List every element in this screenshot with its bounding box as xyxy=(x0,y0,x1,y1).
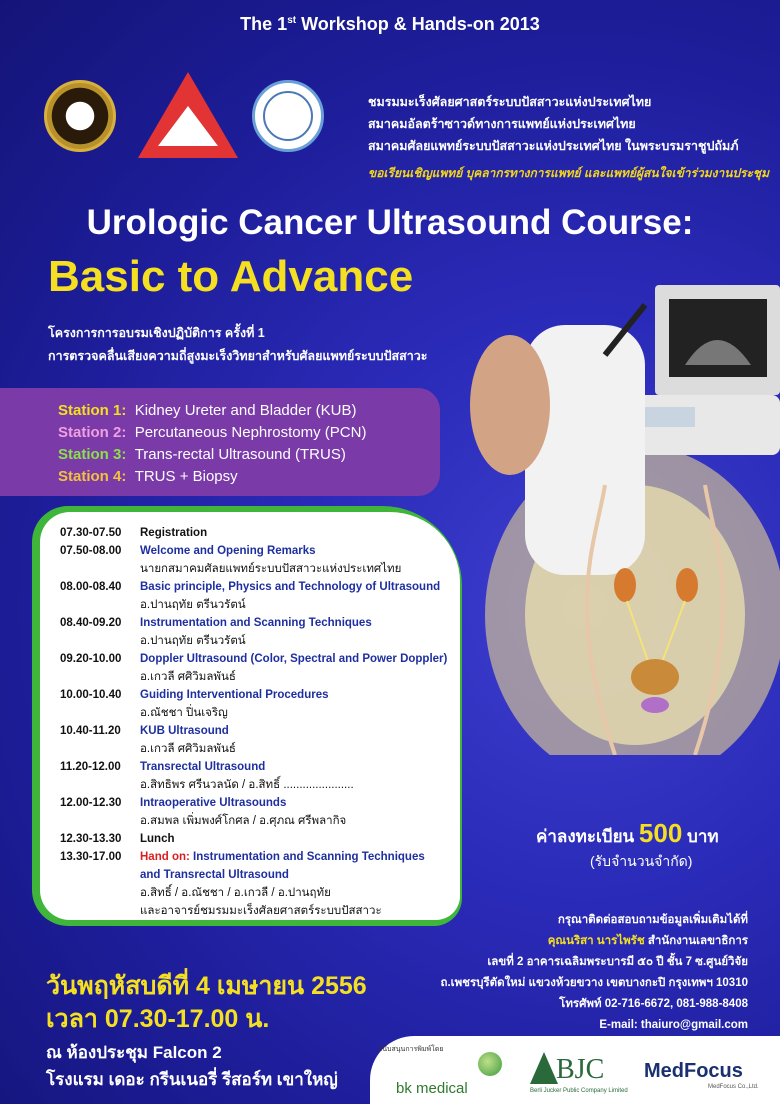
course-title: Urologic Cancer Ultrasound Course: xyxy=(86,203,694,242)
medfocus-logo: MedFocus xyxy=(644,1060,743,1082)
station-text: TRUS + Biopsy xyxy=(134,468,238,485)
schedule-speaker: อ.ณัชชา ปิ่นเจริญ xyxy=(140,707,228,719)
schedule-time: 10.00-10.40 xyxy=(60,689,122,701)
fee-amount: 500 xyxy=(638,818,683,848)
organizer-1: ชมรมมะเร็งศัลยศาสตร์ระบบปัสสาวะแห่งประเทศไทย xyxy=(368,95,652,109)
station-4 xyxy=(58,466,440,488)
station-text: Trans-rectal Ultrasound (TRUS) xyxy=(134,446,346,463)
thai-course-subtitle: โครงการการอบรมเชิงปฏิบัติการ ครั้งที่ 1 การตรวจคลื่นเสียงความถี่สูงมะเร็งวิทยาสำหรับศัลยแพทย์ระบบปัสสาวะ xyxy=(48,326,428,363)
stations-panel xyxy=(0,388,440,496)
station-label: Station 1: xyxy=(58,402,127,419)
schedule-speaker: อ.สมพล เพิ่มพงศ์โกศล / อ.ศุภณ ศรีพลากิจ xyxy=(140,815,347,827)
station-label: Station 2: xyxy=(58,424,127,441)
bjc-tree-icon xyxy=(530,1052,558,1084)
course-subtitle: Basic to Advance xyxy=(48,252,414,301)
schedule-topic: Hand on: Instrumentation and Scanning Techniques xyxy=(140,851,425,863)
schedule-row xyxy=(60,578,460,596)
bjc-subtitle: Berli Jucker Public Company Limited xyxy=(530,1088,628,1094)
station-1 xyxy=(58,400,440,422)
sponsor-label: สนับสนุนการพิมพ์โดย xyxy=(378,1046,444,1053)
schedule-speaker: อ.ปานฤทัย ตรีนวรัตน์ xyxy=(140,599,246,611)
schedule-time: 12.00-12.30 xyxy=(60,797,122,809)
urological-society-logo xyxy=(252,80,324,152)
station-3 xyxy=(58,444,440,466)
schedule-time: 08.00-08.40 xyxy=(60,581,122,593)
schedule-topic: Guiding Interventional Procedures xyxy=(140,689,329,701)
sponsor-bar xyxy=(370,1036,780,1104)
organizer-2: สมาคมอัลตร้าซาวด์ทางการแพทย์แห่งประเทศไทย xyxy=(368,117,636,131)
schedule-topic: Welcome and Opening Remarks xyxy=(140,545,316,557)
schedule-topic: Transrectal Ultrasound xyxy=(140,761,266,773)
schedule-time: 11.20-12.00 xyxy=(60,761,121,773)
schedule-row xyxy=(60,722,460,740)
schedule-speaker: อ.ปานฤทัย ตรีนวรัตน์ xyxy=(140,635,246,647)
contact-phone: โทรศัพท์ 02-716-6672, 081-988-8408 xyxy=(559,998,748,1010)
registration-fee: ค่าลงทะเบียน 500 บาท xyxy=(536,818,719,848)
organizer-3: สมาคมศัลยแพทย์ระบบปัสสาวะแห่งประเทศไทย ในพระบรมราชูปถัมภ์ xyxy=(368,139,739,153)
fee-note: (รับจำนวนจำกัด) xyxy=(590,853,693,869)
contact-name: คุณนริสา นารไพรัช xyxy=(547,935,645,947)
schedule-time: 07.50-08.00 xyxy=(60,545,122,557)
organizer-list xyxy=(368,91,738,157)
schedule-topic: Basic principle, Physics and Technology of Ultrasound xyxy=(140,581,441,593)
station-label: Station 4: xyxy=(58,468,127,485)
schedule-topic: Lunch xyxy=(140,833,175,845)
event-date: วันพฤหัสบดีที่ 4 เมษายน 2556 xyxy=(46,972,367,1000)
schedule-speaker: อ.เกวลี ศศิวิมลพันธ์ xyxy=(140,743,236,755)
schedule-time: 10.40-11.20 xyxy=(60,725,121,737)
schedule-row xyxy=(60,848,460,866)
bjc-logo: BJC xyxy=(556,1054,605,1085)
event-venue: ณ ห้องประชุม Falcon 2 โรงแรม เดอะ กรีนเนอรี่ รีสอร์ท เขาใหญ่ xyxy=(46,1043,338,1089)
schedule-speaker: อ.สิทธิพร ศรีนวลนัด / อ.สิทธิ์ ...................... xyxy=(140,779,354,791)
station-text: Percutaneous Nephrostomy (PCN) xyxy=(134,424,367,441)
bk-medical-logo: bk medical xyxy=(396,1080,468,1097)
bk-medical-logo-icon xyxy=(478,1052,502,1076)
schedule-row xyxy=(60,830,460,848)
schedule-time: 07.30-07.50 xyxy=(60,527,122,539)
schedule-topic: KUB Ultrasound xyxy=(140,725,229,737)
contact-email: E-mail: thaiuro@gmail.com xyxy=(599,1019,748,1031)
schedule-row xyxy=(60,614,460,632)
schedule-row xyxy=(60,524,460,542)
schedule-row xyxy=(60,758,460,776)
schedule-time: 12.30-13.30 xyxy=(60,833,122,845)
schedule-speaker: และอาจารย์ชมรมมะเร็งศัลยศาสตร์ระบบปัสสาวะ xyxy=(140,905,382,917)
station-text: Kidney Ureter and Bladder (KUB) xyxy=(134,402,357,419)
schedule-speaker: อ.เกวลี ศศิวิมลพันธ์ xyxy=(140,671,236,683)
association-logo-1 xyxy=(44,80,116,152)
schedule-topic-cont: and Transrectal Ultrasound xyxy=(140,869,289,881)
workshop-title: The 1st Workshop & Hands-on 2013 xyxy=(240,14,540,34)
schedule-time: 09.20-10.00 xyxy=(60,653,122,665)
contact-info: กรุณาติดต่อสอบถามข้อมูลเพิ่มเติมได้ที่ คุณนริสา นารไพรัช สำนักงานเลขาธิการ เลขที่ 2 อาคารเฉลิมพระบารมี ๕๐ ปี ชั้น 7 ซ.ศูนย์วิจัย ถ.เพชรบุรีตัดใหม่ แขวงห้วยขวาง เขตบางกะปิ กรุงเทพฯ 10310 โทรศัพท์ 02-716-6672, 081-988-8408 E-mail: thaiuro@gmail.com xyxy=(441,910,749,1036)
schedule-topic: Doppler Ultrasound (Color, Spectral and Power Doppler) xyxy=(140,653,448,665)
schedule-row xyxy=(60,794,460,812)
schedule-time: 08.40-09.20 xyxy=(60,617,122,629)
schedule-speaker: นายกสมาคมศัลยแพทย์ระบบปัสสาวะแห่งประเทศไทย xyxy=(140,563,402,575)
station-2 xyxy=(58,422,440,444)
schedule-speaker: อ.สิทธิ์ / อ.ณัชชา / อ.เกวลี / อ.ปานฤทัย xyxy=(140,887,331,899)
medfocus-subtitle: MedFocus Co.,Ltd. xyxy=(708,1084,759,1090)
hands-on-label: Hand on: xyxy=(140,851,190,863)
ultrasound-illustration xyxy=(455,285,780,755)
schedule-row xyxy=(60,686,460,704)
schedule-topic: Registration xyxy=(140,527,208,539)
invitation-text: ขอเรียนเชิญแพทย์ บุคลากรทางการแพทย์ และแพทย์ผู้สนใจเข้าร่วมงานประชุม xyxy=(368,166,769,180)
schedule-table xyxy=(40,512,460,920)
event-time: เวลา 07.30-17.00 น. xyxy=(46,1005,270,1033)
schedule-row xyxy=(60,650,460,668)
station-label: Station 3: xyxy=(58,446,127,463)
schedule-time: 13.30-17.00 xyxy=(60,851,122,863)
schedule-row xyxy=(60,542,460,560)
schedule-topic: Intraoperative Ultrasounds xyxy=(140,797,287,809)
schedule-topic: Instrumentation and Scanning Techniques xyxy=(140,617,372,629)
